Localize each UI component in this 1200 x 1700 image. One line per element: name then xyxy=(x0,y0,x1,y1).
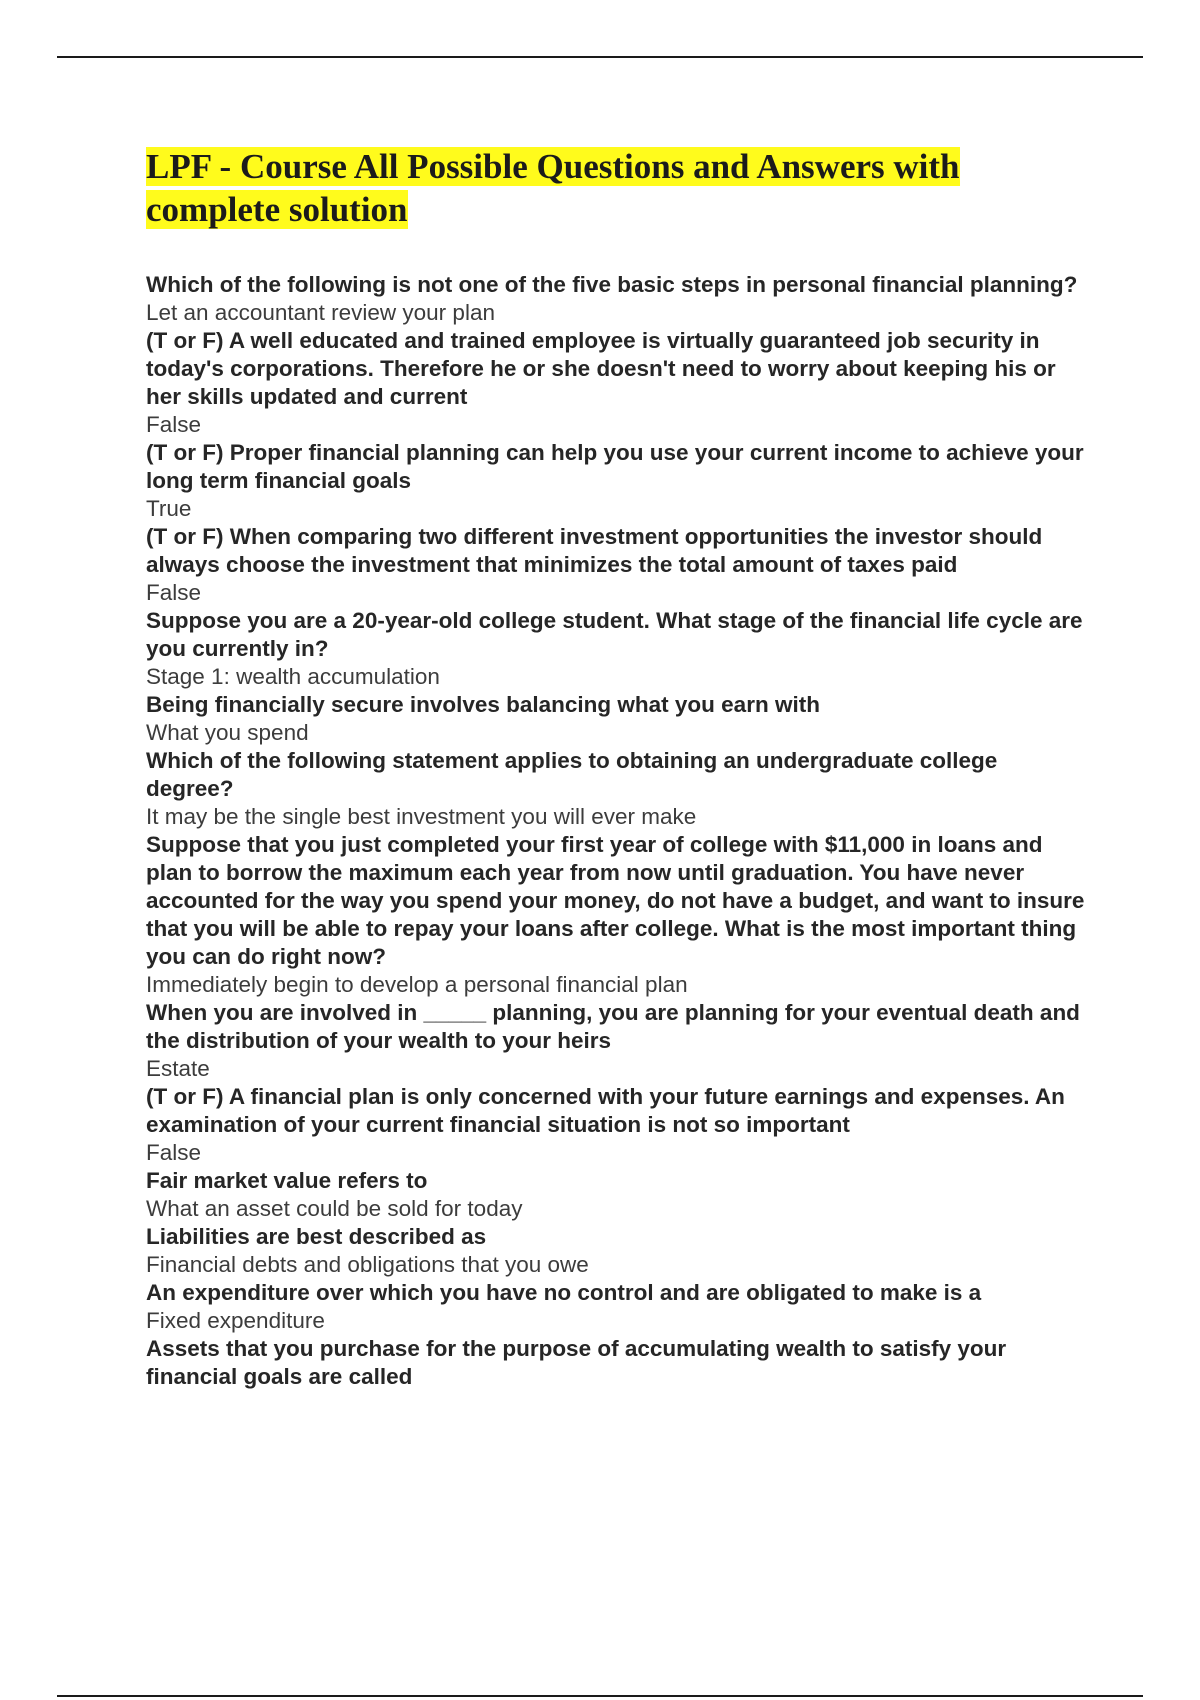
qa-item xyxy=(146,999,1086,1083)
qa-item xyxy=(146,831,1086,999)
document-title-text: LPF - Course All Possible Questions and Answers with complete solution xyxy=(146,147,960,229)
qa-item xyxy=(146,1083,1086,1167)
bottom-divider xyxy=(57,1695,1143,1697)
answer-text: What you spend xyxy=(146,720,309,745)
answer-text: Let an accountant review your plan xyxy=(146,300,495,325)
qa-item xyxy=(146,1335,1086,1391)
qa-item xyxy=(146,327,1086,439)
answer-text: Immediately begin to develop a personal financial plan xyxy=(146,972,688,997)
question-text: Liabilities are best described as xyxy=(146,1224,487,1249)
question-text: Being financially secure involves balancing what you earn with xyxy=(146,692,820,717)
qa-item xyxy=(146,271,1086,327)
question-text: Which of the following statement applies to obtaining an undergraduate college degree? xyxy=(146,748,998,801)
answer-text: Financial debts and obligations that you owe xyxy=(146,1252,589,1277)
question-text: Suppose that you just completed your first year of college with $11,000 in loans and plan to borrow the maximum each year from now until graduation. You have never accounted for the way you spend your money, do not have a budget, and want to insure that you will be able to repay your loans after college. What is the most important thing you can do right now? xyxy=(146,832,1085,969)
qa-item xyxy=(146,691,1086,747)
question-text: Fair market value refers to xyxy=(146,1168,428,1193)
answer-text: Stage 1: wealth accumulation xyxy=(146,664,440,689)
qa-item xyxy=(146,1167,1086,1223)
question-text: (T or F) A well educated and trained employee is virtually guaranteed job security in today's corporations. Therefore he or she doesn't need to worry about keeping his or her skills updated and current xyxy=(146,328,1056,409)
answer-text: False xyxy=(146,412,202,437)
answer-text: It may be the single best investment you will ever make xyxy=(146,804,697,829)
answer-text: Estate xyxy=(146,1056,210,1081)
question-text: An expenditure over which you have no control and are obligated to make is a xyxy=(146,1280,982,1305)
qa-item xyxy=(146,439,1086,523)
question-text: (T or F) Proper financial planning can help you use your current income to achieve your long term financial goals xyxy=(146,440,1084,493)
question-text: Suppose you are a 20-year-old college student. What stage of the financial life cycle are you currently in? xyxy=(146,608,1083,661)
question-text: Which of the following is not one of the five basic steps in personal financial planning? xyxy=(146,272,1078,297)
question-text: When you are involved in _____ planning, you are planning for your eventual death and the distribution of your wealth to your heirs xyxy=(146,1000,1080,1053)
top-divider xyxy=(57,56,1143,58)
question-text: Assets that you purchase for the purpose of accumulating wealth to satisfy your financial goals are called xyxy=(146,1336,1007,1389)
qa-item xyxy=(146,1279,1086,1335)
qa-item xyxy=(146,607,1086,691)
answer-text: False xyxy=(146,1140,202,1165)
document-title xyxy=(146,145,1086,231)
question-text: (T or F) A financial plan is only concerned with your future earnings and expenses. An examination of your current financial situation is not so important xyxy=(146,1084,1065,1137)
document-body xyxy=(146,145,1086,1391)
qa-item xyxy=(146,1223,1086,1279)
answer-text: What an asset could be sold for today xyxy=(146,1196,523,1221)
answer-text: True xyxy=(146,496,192,521)
qa-item xyxy=(146,747,1086,831)
answer-text: False xyxy=(146,580,202,605)
question-text: (T or F) When comparing two different investment opportunities the investor should always choose the investment that minimizes the total amount of taxes paid xyxy=(146,524,1043,577)
answer-text: Fixed expenditure xyxy=(146,1308,325,1333)
qa-item xyxy=(146,523,1086,607)
